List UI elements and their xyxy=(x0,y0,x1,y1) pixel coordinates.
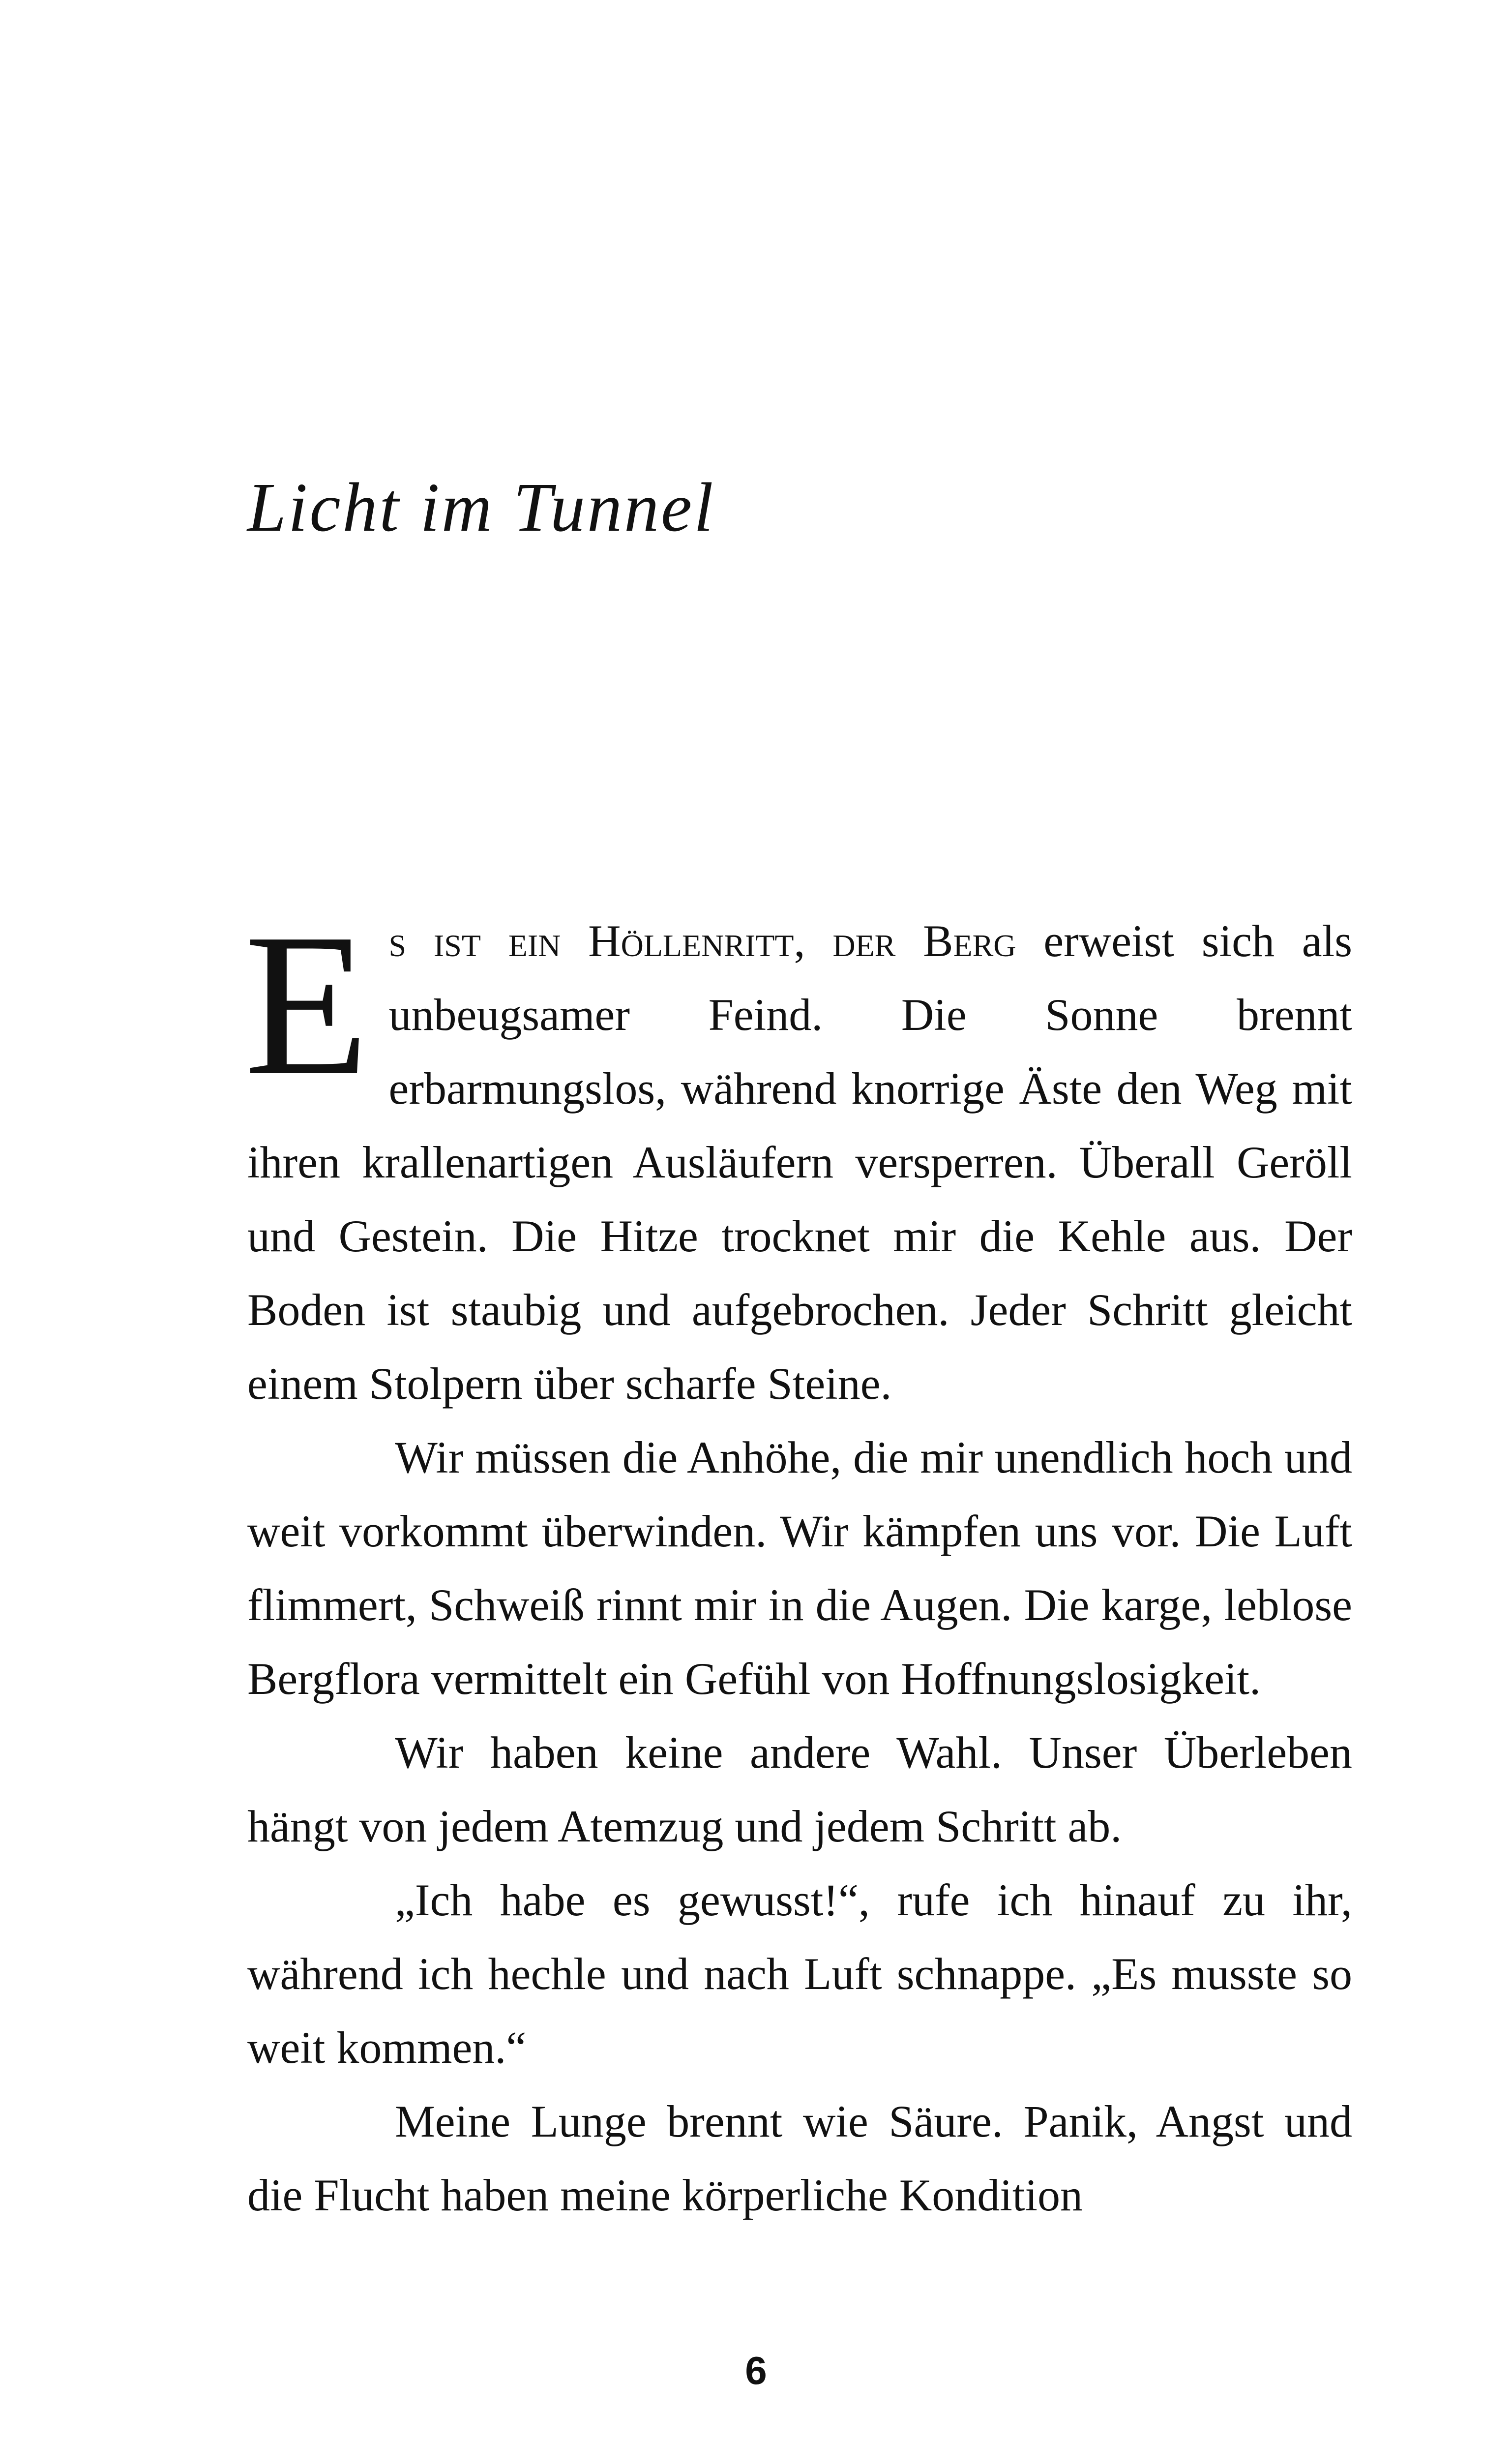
paragraph-keine-wahl: Wir haben keine andere Wahl. Unser Überleben hängt von jedem Atemzug und jedem Schritt ab. xyxy=(247,1727,1352,1851)
paragraph-lunge: Meine Lunge brennt wie Säure. Panik, Angst und die Flucht haben meine körperliche Kondition xyxy=(247,2096,1352,2220)
small-caps-lead: s ist ein Höllenritt, der Berg xyxy=(388,916,1016,966)
chapter-body xyxy=(244,891,1352,2232)
drop-cap: E xyxy=(244,891,369,1117)
opening-paragraph xyxy=(244,891,1352,1420)
paragraph-dialogue: „Ich habe es gewusst!“, rufe ich hinauf zu ihr, während ich hechle und nach Luft schnappe. „Es musste so weit kommen.“ xyxy=(247,1875,1352,2073)
opening-text: erweist sich als unbeugsamer Feind. Die Sonne brennt erbarmungslos, während knorrige Äste den Weg mit ihren krallenartigen Ausläufern versperren. Überall Geröll und Gestein. Die Hitze trocknet mir die Kehle aus. Der Boden ist staubig und aufgebrochen. Jeder Schritt gleicht einem Stolpern über scharfe Steine. xyxy=(247,916,1352,1409)
chapter-title: Licht im Tunnel xyxy=(247,468,715,546)
page-number: 6 xyxy=(745,2349,767,2392)
paragraph-anhoehe: Wir müssen die Anhöhe, die mir unendlich hoch und weit vorkommt überwinden. Wir kämpfen uns vor. Die Luft flimmert, Schweiß rinnt mir in die Augen. Die karge, leblose Bergflora vermittelt ein Gefühl von Hoffnungslosigkeit. xyxy=(247,1432,1352,1704)
